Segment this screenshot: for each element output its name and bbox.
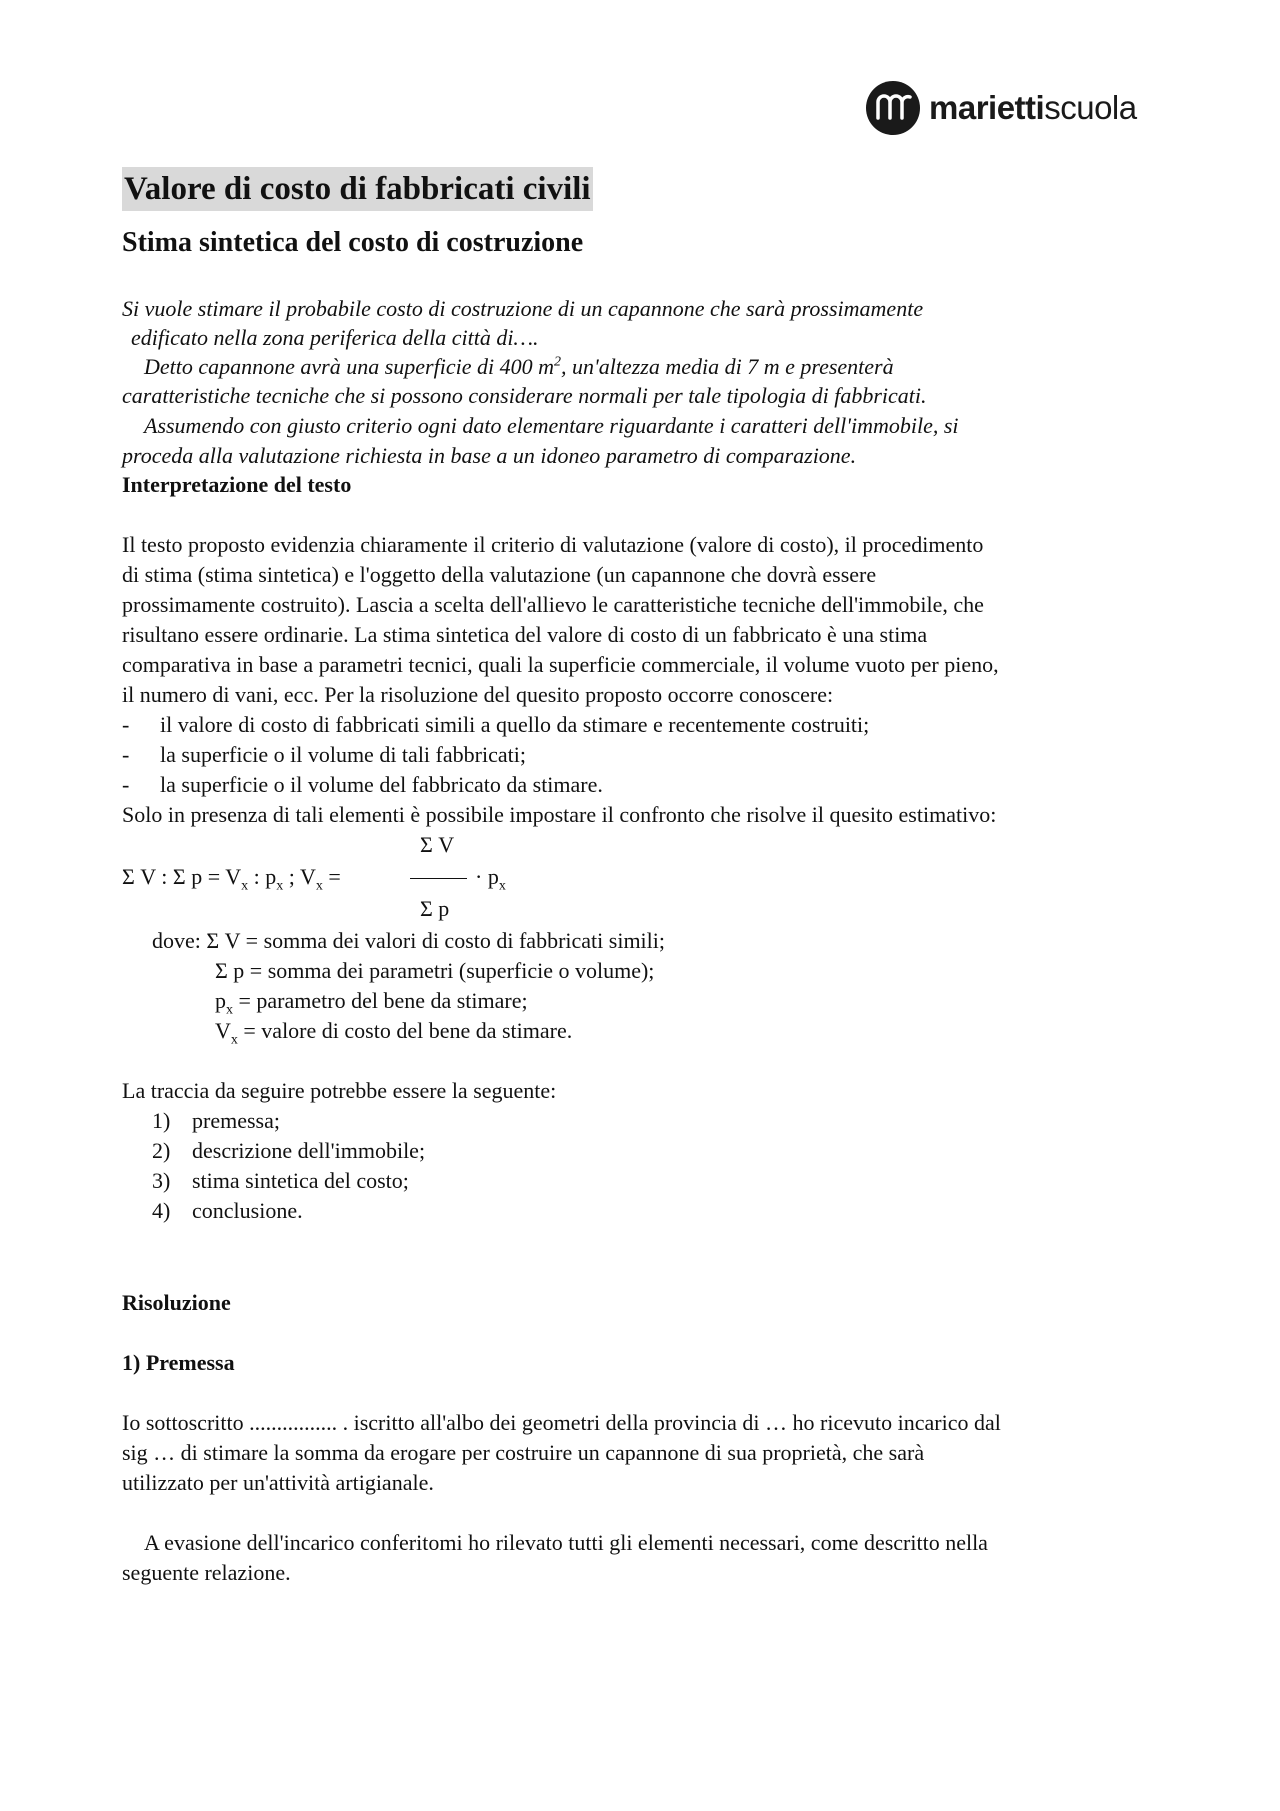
bullet-item: il valore di costo di fabbricati simili a quello da stimare e recentemente costruiti; [160,712,870,737]
prompt-line-2: edificato nella zona periferica della città di…. [131,325,539,350]
paragraph-line: utilizzato per un'attività artigianale. [122,1470,434,1495]
paragraph-line: A evasione dell'incarico conferitomi ho rilevato tutti gli elementi necessari, come descritto nella [144,1530,988,1555]
list-number: 4) [152,1198,171,1223]
paragraph-line: comparativa in base a parametri tecnici, quali la superficie commerciale, il volume vuoto per pieno, [122,652,999,677]
paragraph-line: di stima (stima sintetica) e l'oggetto della valutazione (un capannone che dovrà essere [122,562,877,587]
bullet-dash: - [122,772,130,797]
trace-intro: La traccia da seguire potrebbe essere la seguente: [122,1078,557,1103]
formula-denominator: Σ p [420,896,450,921]
paragraph-line: seguente relazione. [122,1560,291,1585]
formula-main: Σ V : Σ $p = V_x$ : $p_x$ ; $V_x$ = [122,864,341,894]
section-heading-interpretazione: Interpretazione del testo [122,472,352,497]
paragraph-line: Solo in presenza di tali elementi è possibile impostare il confronto che risolve il quesito estimativo: [122,802,997,827]
paragraph-line: Il testo proposto evidenzia chiaramente il criterio di valutazione (valore di costo), il procedimento [122,532,984,557]
formula-numerator: Σ V [420,832,455,857]
prompt-line-4: caratteristiche tecniche che si possono considerare normali per tale tipologia di fabbricati. [122,383,927,408]
paragraph-line: Io sottoscritto ................ . iscritto all'albo dei geometri della provincia di … ho ricevuto incarico dal [122,1410,1001,1435]
list-number: 3) [152,1168,171,1193]
list-item: stima sintetica del costo; [192,1168,409,1193]
prompt-line-6: proceda alla valutazione richiesta in base a un idoneo parametro di comparazione. [122,443,857,468]
page-title: Valore di costo di fabbricati civili [122,167,593,211]
page-subtitle: Stima sintetica del costo di costruzione [122,227,584,258]
formula-legend: Σ p = somma dei parametri (superficie o volume); [215,958,655,983]
bullet-dash: - [122,712,130,737]
bullet-dash: - [122,742,130,767]
formula-legend: $p_x$ = parametro del bene da stimare; [215,988,528,1018]
list-item: premessa; [192,1108,280,1133]
marietti-logo-icon [865,80,921,136]
paragraph-line: sig … di stimare la somma da erogare per costruire un capannone di sua proprietà, che sarà [122,1440,925,1465]
list-number: 1) [152,1108,171,1133]
list-item: descrizione dell'immobile; [192,1138,426,1163]
section-heading-risoluzione: Risoluzione [122,1290,231,1315]
formula-legend: dove: Σ V = somma dei valori di costo di fabbricati simili; [152,928,666,953]
fraction-bar [410,878,467,879]
prompt-line-3: Detto capannone avrà una superficie di 400 $m^2$, un'altezza media di 7 m e presenterà [144,354,894,379]
prompt-line-1: Si vuole stimare il probabile costo di costruzione di un capannone che sarà prossimamente [122,296,924,321]
prompt-line-5: Assumendo con giusto criterio ogni dato elementare riguardante i caratteri dell'immobile, si [144,413,959,438]
paragraph-line: il numero di vani, ecc. Per la risoluzione del quesito proposto occorre conoscere: [122,682,834,707]
bullet-item: la superficie o il volume di tali fabbricati; [160,742,526,767]
logo-text: mariettiscuola [929,89,1137,126]
publisher-logo [865,80,1137,136]
list-item: conclusione. [192,1198,303,1223]
list-number: 2) [152,1138,171,1163]
formula-legend: $V_x$ = valore di costo del bene da stimare. [215,1018,573,1048]
formula-rhs: · $p_x$ [475,864,506,894]
bullet-item: la superficie o il volume del fabbricato da stimare. [160,772,603,797]
section-heading-premessa: 1) Premessa [122,1350,235,1375]
paragraph-line: prossimamente costruito). Lascia a scelta dell'allievo le caratteristiche tecniche dell'immobile, che [122,592,984,617]
paragraph-line: risultano essere ordinarie. La stima sintetica del valore di costo di un fabbricato è una stima [122,622,928,647]
